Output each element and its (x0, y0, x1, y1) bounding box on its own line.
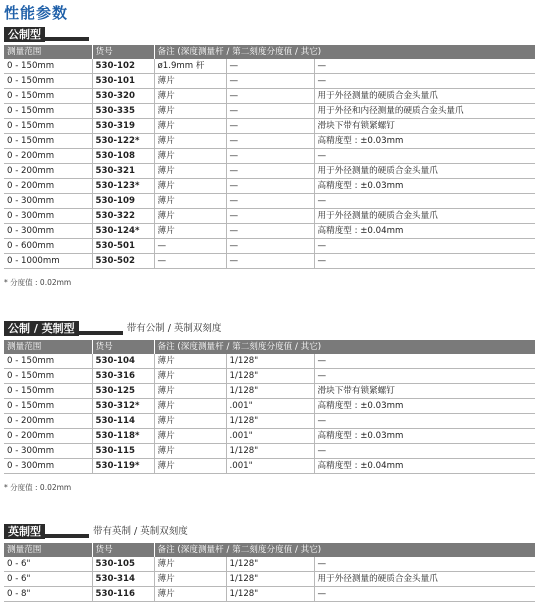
cell-other: 滑块下带有锁紧螺钉 (314, 384, 535, 399)
table-row (4, 354, 535, 369)
cell-code: 530-105 (92, 557, 154, 572)
cell-remark: 薄片 (154, 557, 226, 572)
cell-second-scale: 1/128" (226, 384, 314, 399)
cell-second-scale: 1/128" (226, 444, 314, 459)
section-tag: 公制 / 英制型 (4, 321, 79, 336)
cell-range: 0 - 150mm (4, 59, 92, 74)
cell-second-scale: .001" (226, 459, 314, 474)
table-row (4, 444, 535, 459)
cell-remark: 薄片 (154, 74, 226, 89)
cell-remark: 薄片 (154, 104, 226, 119)
table-header-row (4, 45, 535, 59)
column-header-code: 货号 (92, 340, 154, 354)
cell-other: 高精度型 : ±0.03mm (314, 179, 535, 194)
cell-remark: 薄片 (154, 399, 226, 414)
cell-other: — (314, 149, 535, 164)
cell-range: 0 - 150mm (4, 89, 92, 104)
cell-second-scale: 1/128" (226, 587, 314, 602)
table-row (4, 587, 535, 602)
cell-range: 0 - 600mm (4, 239, 92, 254)
cell-code: 530-335 (92, 104, 154, 119)
table-row (4, 164, 535, 179)
table-row (4, 149, 535, 164)
cell-other: 高精度型 : ±0.03mm (314, 399, 535, 414)
cell-other: 高精度型 : ±0.04mm (314, 224, 535, 239)
cell-code: 530-320 (92, 89, 154, 104)
cell-remark: 薄片 (154, 134, 226, 149)
cell-range: 0 - 200mm (4, 164, 92, 179)
cell-other: — (314, 354, 535, 369)
cell-second-scale: — (226, 59, 314, 74)
table-row (4, 572, 535, 587)
cell-code: 530-322 (92, 209, 154, 224)
page-title: 性能参数 (4, 4, 69, 22)
section-header-metric (4, 27, 89, 42)
footnote: * 分度值 : 0.02mm (4, 483, 72, 492)
table-row (4, 89, 535, 104)
section-tag: 英制型 (4, 524, 45, 539)
cell-remark: 薄片 (154, 369, 226, 384)
cell-other: 用于外径测量的硬质合金头量爪 (314, 572, 535, 587)
cell-code: 530-101 (92, 74, 154, 89)
cell-remark: 薄片 (154, 459, 226, 474)
cell-range: 0 - 150mm (4, 354, 92, 369)
column-header-code: 货号 (92, 543, 154, 557)
cell-second-scale: 1/128" (226, 354, 314, 369)
cell-second-scale: — (226, 224, 314, 239)
table-row (4, 414, 535, 429)
table-row (4, 399, 535, 414)
cell-other: — (314, 74, 535, 89)
cell-second-scale: — (226, 164, 314, 179)
footnote: * 分度值 : 0.02mm (4, 278, 72, 287)
cell-remark: 薄片 (154, 179, 226, 194)
cell-second-scale: 1/128" (226, 572, 314, 587)
cell-other: 用于外径测量的硬质合金头量爪 (314, 164, 535, 179)
cell-second-scale: — (226, 179, 314, 194)
table-row (4, 194, 535, 209)
column-header-remarks: 备注 (深度测量杆 / 第二刻度分度值 / 其它) (154, 543, 535, 557)
cell-other: 用于外径测量的硬质合金头量爪 (314, 89, 535, 104)
cell-range: 0 - 300mm (4, 224, 92, 239)
cell-code: 530-502 (92, 254, 154, 269)
cell-other: — (314, 369, 535, 384)
table-row (4, 224, 535, 239)
cell-other: — (314, 414, 535, 429)
table-row (4, 104, 535, 119)
cell-range: 0 - 150mm (4, 384, 92, 399)
cell-range: 0 - 8" (4, 587, 92, 602)
cell-second-scale: — (226, 149, 314, 164)
cell-range: 0 - 300mm (4, 194, 92, 209)
cell-code: 530-122* (92, 134, 154, 149)
cell-other: 用于外径测量的硬质合金头量爪 (314, 209, 535, 224)
table-row (4, 74, 535, 89)
cell-range: 0 - 200mm (4, 179, 92, 194)
column-header-range: 测量范围 (4, 45, 92, 59)
cell-code: 530-104 (92, 354, 154, 369)
cell-range: 0 - 200mm (4, 429, 92, 444)
table-row (4, 239, 535, 254)
column-header-remarks: 备注 (深度测量杆 / 第二刻度分度值 / 其它) (154, 340, 535, 354)
section-subtitle: 带有公制 / 英制双刻度 (126, 323, 222, 334)
cell-second-scale: — (226, 254, 314, 269)
cell-range: 0 - 150mm (4, 134, 92, 149)
column-header-code: 货号 (92, 45, 154, 59)
cell-remark: 薄片 (154, 149, 226, 164)
cell-remark: 薄片 (154, 119, 226, 134)
cell-second-scale: .001" (226, 429, 314, 444)
cell-remark: 薄片 (154, 164, 226, 179)
cell-code: 530-102 (92, 59, 154, 74)
table-row (4, 179, 535, 194)
table-row (4, 459, 535, 474)
table-row (4, 59, 535, 74)
cell-range: 0 - 150mm (4, 74, 92, 89)
cell-remark: 薄片 (154, 224, 226, 239)
section-header-metric-inch (4, 321, 221, 336)
column-header-remarks: 备注 (深度测量杆 / 第二刻度分度值 / 其它) (154, 45, 535, 59)
cell-other: 滑块下带有锁紧螺钉 (314, 119, 535, 134)
table-row (4, 369, 535, 384)
cell-other: — (314, 557, 535, 572)
table-row (4, 557, 535, 572)
table-row (4, 254, 535, 269)
cell-other: — (314, 587, 535, 602)
cell-remark: 薄片 (154, 209, 226, 224)
cell-second-scale: 1/128" (226, 369, 314, 384)
cell-remark: 薄片 (154, 429, 226, 444)
cell-code: 530-123* (92, 179, 154, 194)
column-header-range: 测量范围 (4, 543, 92, 557)
cell-second-scale: — (226, 209, 314, 224)
spec-table-inch (4, 543, 536, 602)
cell-range: 0 - 300mm (4, 459, 92, 474)
cell-code: 530-119* (92, 459, 154, 474)
cell-second-scale: 1/128" (226, 414, 314, 429)
cell-range: 0 - 200mm (4, 149, 92, 164)
cell-remark: 薄片 (154, 414, 226, 429)
cell-remark: 薄片 (154, 384, 226, 399)
section-tag-line (45, 37, 89, 41)
cell-second-scale: — (226, 89, 314, 104)
cell-second-scale: — (226, 74, 314, 89)
cell-range: 0 - 150mm (4, 104, 92, 119)
cell-other: 用于外径和内径测量的硬质合金头量爪 (314, 104, 535, 119)
cell-second-scale: .001" (226, 399, 314, 414)
cell-second-scale: — (226, 119, 314, 134)
cell-remark: 薄片 (154, 194, 226, 209)
cell-code: 530-312* (92, 399, 154, 414)
cell-range: 0 - 150mm (4, 369, 92, 384)
cell-range: 0 - 150mm (4, 399, 92, 414)
cell-remark: 薄片 (154, 587, 226, 602)
cell-other: 高精度型 : ±0.04mm (314, 459, 535, 474)
table-header-row (4, 340, 535, 354)
cell-other: 高精度型 : ±0.03mm (314, 134, 535, 149)
cell-code: 530-108 (92, 149, 154, 164)
table-row (4, 429, 535, 444)
table-row (4, 209, 535, 224)
cell-range: 0 - 300mm (4, 209, 92, 224)
table-header-row (4, 543, 535, 557)
cell-range: 0 - 300mm (4, 444, 92, 459)
cell-second-scale: 1/128" (226, 557, 314, 572)
cell-other: — (314, 59, 535, 74)
cell-other: — (314, 254, 535, 269)
cell-code: 530-501 (92, 239, 154, 254)
section-subtitle: 带有英制 / 英制双刻度 (93, 526, 188, 537)
cell-remark: — (154, 254, 226, 269)
cell-code: 530-116 (92, 587, 154, 602)
cell-second-scale: — (226, 194, 314, 209)
cell-remark: 薄片 (154, 572, 226, 587)
cell-range: 0 - 150mm (4, 119, 92, 134)
cell-code: 530-115 (92, 444, 154, 459)
section-tag-line (45, 534, 89, 538)
spec-table-metric (4, 45, 536, 269)
cell-remark: — (154, 239, 226, 254)
cell-second-scale: — (226, 239, 314, 254)
table-row (4, 134, 535, 149)
cell-other: — (314, 444, 535, 459)
cell-remark: ø1.9mm 杆 (154, 59, 226, 74)
cell-code: 530-114 (92, 414, 154, 429)
cell-code: 530-124* (92, 224, 154, 239)
cell-code: 530-125 (92, 384, 154, 399)
cell-range: 0 - 200mm (4, 414, 92, 429)
spec-table-metric-inch (4, 340, 536, 474)
cell-code: 530-316 (92, 369, 154, 384)
cell-code: 530-319 (92, 119, 154, 134)
table-row (4, 119, 535, 134)
section-tag: 公制型 (4, 27, 45, 42)
cell-remark: 薄片 (154, 444, 226, 459)
cell-remark: 薄片 (154, 89, 226, 104)
cell-other: — (314, 194, 535, 209)
cell-code: 530-321 (92, 164, 154, 179)
cell-range: 0 - 6" (4, 572, 92, 587)
section-tag-line (79, 331, 123, 335)
cell-other: 高精度型 : ±0.03mm (314, 429, 535, 444)
column-header-range: 测量范围 (4, 340, 92, 354)
cell-other: — (314, 239, 535, 254)
cell-second-scale: — (226, 134, 314, 149)
cell-remark: 薄片 (154, 354, 226, 369)
cell-range: 0 - 1000mm (4, 254, 92, 269)
section-header-inch (4, 524, 188, 539)
cell-second-scale: — (226, 104, 314, 119)
cell-code: 530-109 (92, 194, 154, 209)
cell-range: 0 - 6" (4, 557, 92, 572)
cell-code: 530-314 (92, 572, 154, 587)
cell-code: 530-118* (92, 429, 154, 444)
table-row (4, 384, 535, 399)
